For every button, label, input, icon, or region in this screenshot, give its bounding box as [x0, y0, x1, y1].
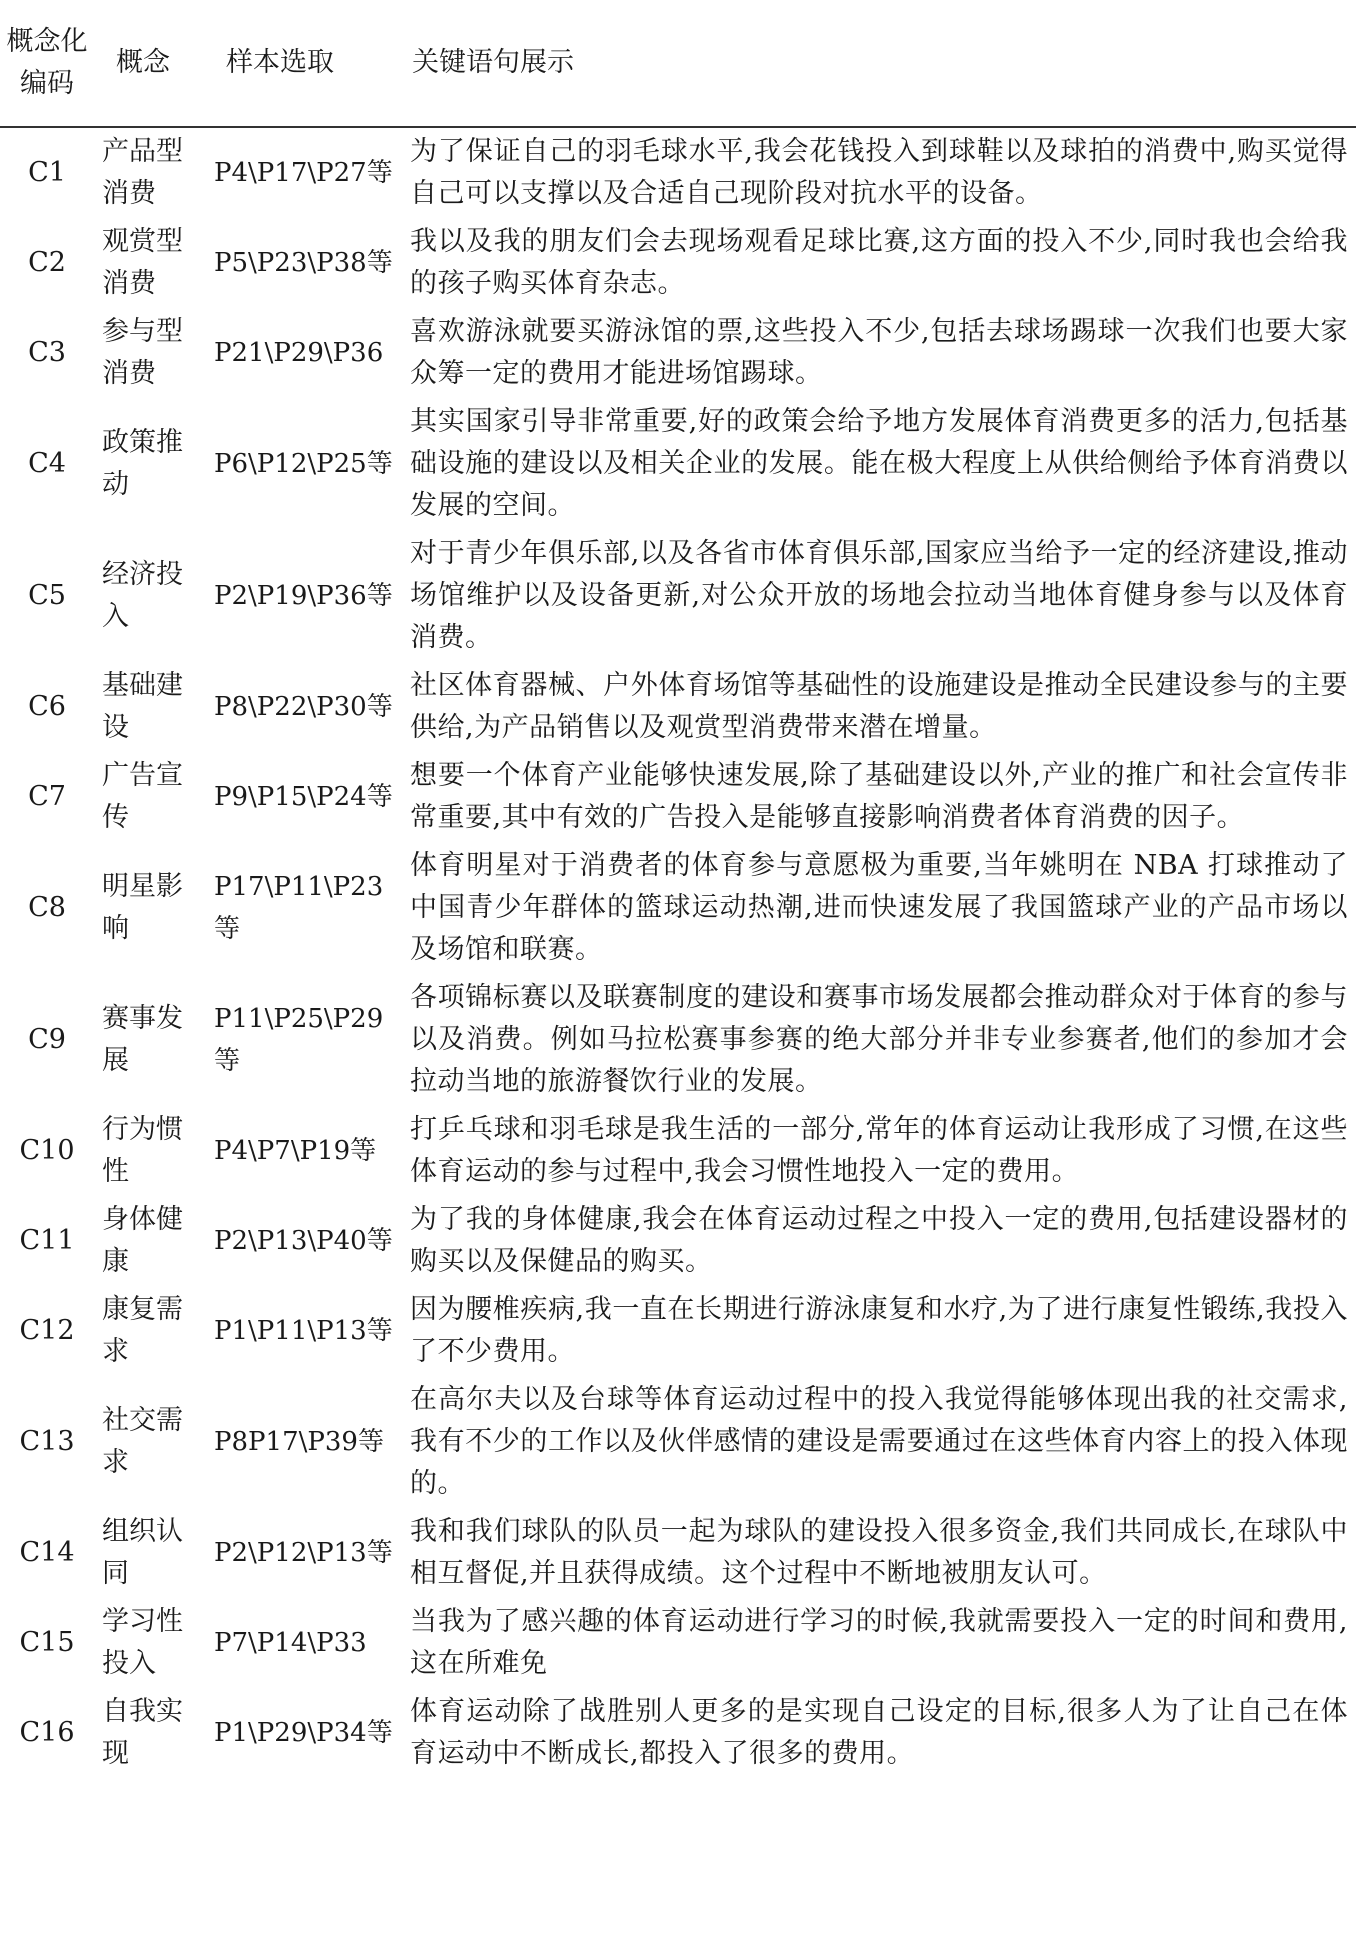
table-row	[0, 308, 1356, 398]
concept-cell: 观赏型消费	[102, 226, 183, 299]
table-row	[0, 530, 1356, 662]
table-header	[0, 0, 1356, 127]
table-row	[0, 1286, 1356, 1376]
concept-cell: 广告宣传	[102, 760, 183, 833]
sample-cell: P2\P12\P13等	[214, 1538, 393, 1568]
table-row	[0, 1688, 1356, 1778]
header-code: 概念化编码	[0, 0, 94, 127]
code-cell: C11	[19, 1225, 75, 1256]
sample-cell: P17\P11\P23等	[214, 872, 384, 944]
code-cell: C16	[19, 1717, 75, 1748]
header-row	[0, 0, 1356, 127]
code-cell: C10	[19, 1135, 75, 1166]
concept-cell: 赛事发展	[102, 1003, 183, 1076]
table-body	[0, 127, 1356, 1778]
code-cell: C6	[28, 691, 66, 722]
quote-cell: 因为腰椎疾病,我一直在长期进行游泳康复和水疗,为了进行康复性锻练,我投入了不少费用。	[410, 1294, 1348, 1367]
concept-cell: 社交需求	[102, 1405, 183, 1478]
concept-cell: 参与型消费	[102, 316, 183, 389]
code-cell: C8	[28, 892, 66, 923]
sample-cell: P6\P12\P25等	[214, 449, 393, 479]
concept-cell: 经济投入	[102, 559, 183, 632]
quote-cell: 体育运动除了战胜别人更多的是实现自己设定的目标,很多人为了让自己在体育运动中不断成长,都投入了很多的费用。	[410, 1696, 1348, 1769]
code-cell: C14	[19, 1537, 75, 1568]
sample-cell: P1\P11\P13等	[214, 1316, 393, 1346]
sample-cell: P2\P19\P36等	[214, 581, 393, 611]
quote-cell: 为了我的身体健康,我会在体育运动过程之中投入一定的费用,包括建设器材的购买以及保健品的购买。	[410, 1204, 1348, 1277]
table-row	[0, 398, 1356, 530]
quote-cell: 体育明星对于消费者的体育参与意愿极为重要,当年姚明在 NBA 打球推动了中国青少年群体的篮球运动热潮,进而快速发展了我国篮球产业的产品市场以及场馆和联赛。	[410, 850, 1348, 965]
code-cell: C3	[28, 337, 66, 368]
quote-cell: 其实国家引导非常重要,好的政策会给予地方发展体育消费更多的活力,包括基础设施的建设以及相关企业的发展。能在极大程度上从供给侧给予体育消费以发展的空间。	[410, 406, 1348, 521]
sample-cell: P1\P29\P34等	[214, 1718, 393, 1748]
sample-cell: P4\P17\P27等	[214, 158, 393, 188]
table-row	[0, 974, 1356, 1106]
code-cell: C15	[19, 1627, 75, 1658]
concept-cell: 明星影响	[102, 871, 183, 944]
sample-cell: P4\P7\P19等	[214, 1136, 377, 1166]
sample-cell: P21\P29\P36	[214, 338, 384, 368]
quote-cell: 喜欢游泳就要买游泳馆的票,这些投入不少,包括去球场踢球一次我们也要大家众筹一定的费用才能进场馆踢球。	[410, 316, 1348, 389]
quote-cell: 社区体育器械、户外体育场馆等基础性的设施建设是推动全民建设参与的主要供给,为产品销售以及观赏型消费带来潜在增量。	[410, 670, 1348, 743]
table-row	[0, 1106, 1356, 1196]
code-cell: C4	[28, 448, 66, 479]
quote-cell: 在高尔夫以及台球等体育运动过程中的投入我觉得能够体现出我的社交需求,我有不少的工作以及伙伴感情的建设是需要通过在这些体育内容上的投入体现的。	[410, 1384, 1348, 1499]
code-cell: C1	[28, 157, 66, 188]
quote-cell: 打乒乓球和羽毛球是我生活的一部分,常年的体育运动让我形成了习惯,在这些体育运动的参与过程中,我会习惯性地投入一定的费用。	[410, 1114, 1348, 1187]
quote-cell: 各项锦标赛以及联赛制度的建设和赛事市场发展都会推动群众对于体育的参与以及消费。例如马拉松赛事参赛的绝大部分并非专业参赛者,他们的参加才会拉动当地的旅游餐饮行业的发展。	[410, 982, 1348, 1097]
quote-cell: 对于青少年俱乐部,以及各省市体育俱乐部,国家应当给予一定的经济建设,推动场馆维护以及设备更新,对公众开放的场地会拉动当地体育健身参与以及体育消费。	[410, 538, 1348, 653]
table-row	[0, 662, 1356, 752]
concept-cell: 政策推动	[102, 427, 183, 500]
sample-cell: P7\P14\P33	[214, 1628, 367, 1658]
sample-cell: P8\P22\P30等	[214, 692, 393, 722]
sample-cell: P9\P15\P24等	[214, 782, 393, 812]
concept-cell: 产品型消费	[102, 136, 183, 209]
code-cell: C12	[19, 1315, 75, 1346]
table-row	[0, 218, 1356, 308]
table-row	[0, 1598, 1356, 1688]
quote-cell: 当我为了感兴趣的体育运动进行学习的时候,我就需要投入一定的时间和费用,这在所难免	[410, 1606, 1348, 1679]
quote-cell: 为了保证自己的羽毛球水平,我会花钱投入到球鞋以及球拍的消费中,购买觉得自己可以支撑以及合适自己现阶段对抗水平的设备。	[410, 136, 1348, 209]
header-sample: 样本选取	[208, 0, 400, 127]
concept-cell: 康复需求	[102, 1294, 183, 1367]
code-cell: C2	[28, 247, 66, 278]
concept-cell: 组织认同	[102, 1516, 183, 1589]
concept-cell: 行为惯性	[102, 1114, 183, 1187]
header-concept: 概念	[94, 0, 208, 127]
table-row	[0, 127, 1356, 218]
sample-cell: P2\P13\P40等	[214, 1226, 393, 1256]
concept-cell: 自我实现	[102, 1696, 183, 1769]
table-row	[0, 1196, 1356, 1286]
code-cell: C13	[19, 1426, 75, 1457]
quote-cell: 我以及我的朋友们会去现场观看足球比赛,这方面的投入不少,同时我也会给我的孩子购买体育杂志。	[410, 226, 1348, 299]
sample-cell: P11\P25\P29等	[214, 1004, 384, 1076]
table-row	[0, 1508, 1356, 1598]
table-row	[0, 752, 1356, 842]
code-cell: C7	[28, 781, 66, 812]
table-row	[0, 1376, 1356, 1508]
quote-cell: 想要一个体育产业能够快速发展,除了基础建设以外,产业的推广和社会宣传非常重要,其中有效的广告投入是能够直接影响消费者体育消费的因子。	[410, 760, 1348, 833]
concept-cell: 学习性投入	[102, 1606, 183, 1679]
quote-cell: 我和我们球队的队员一起为球队的建设投入很多资金,我们共同成长,在球队中相互督促,并且获得成绩。这个过程中不断地被朋友认可。	[410, 1516, 1348, 1589]
concept-cell: 基础建设	[102, 670, 183, 743]
concept-cell: 身体健康	[102, 1204, 183, 1277]
table-row	[0, 842, 1356, 974]
header-quote: 关键语句展示	[400, 0, 1356, 127]
sample-cell: P5\P23\P38等	[214, 248, 393, 278]
sample-cell: P8P17\P39等	[214, 1427, 384, 1457]
code-cell: C9	[28, 1024, 66, 1055]
code-cell: C5	[28, 580, 66, 611]
